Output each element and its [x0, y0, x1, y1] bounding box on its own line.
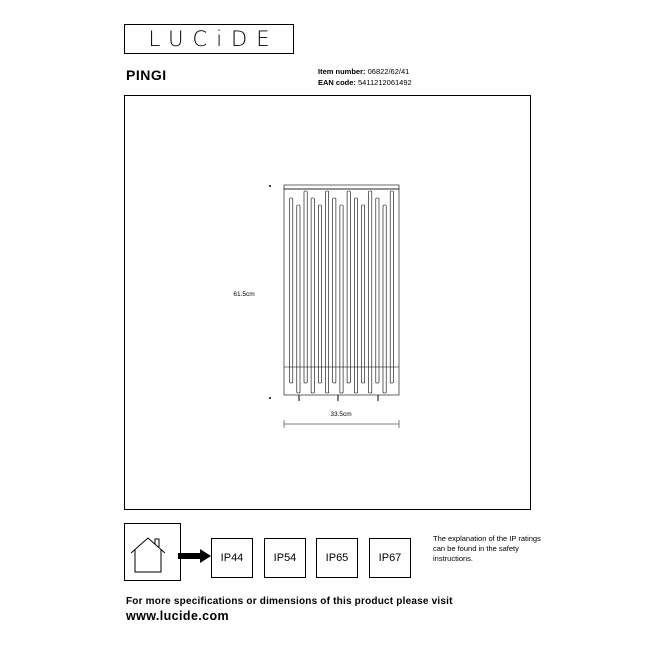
- lamp-slats: [290, 191, 394, 393]
- lamp-slat: [369, 191, 372, 393]
- technical-drawing: [125, 96, 532, 511]
- arrow-right-icon: [178, 549, 212, 563]
- lamp-top-cap: [284, 185, 399, 189]
- item-number-label: Item number:: [318, 67, 366, 76]
- lamp-slat: [326, 191, 329, 393]
- lamp-slat: [362, 205, 365, 383]
- lamp-slat: [347, 191, 350, 383]
- lamp-slat: [333, 198, 336, 383]
- lamp-slat: [383, 205, 386, 393]
- house-icon: [125, 524, 182, 582]
- lamp-shade-outline: [284, 189, 399, 395]
- lamp-slat: [290, 198, 293, 383]
- ip65-rating: IP65: [316, 538, 358, 578]
- ean-code-value: 5411212061492: [358, 78, 412, 87]
- item-number-value: 06822/62/41: [367, 67, 410, 76]
- lamp-slat: [304, 191, 307, 383]
- indoor-outdoor-box: [124, 523, 181, 581]
- footer-url[interactable]: www.lucide.com: [126, 609, 230, 623]
- height-label: 61.5cm: [233, 291, 255, 298]
- item-number-line: [318, 67, 409, 77]
- ip67-rating: IP67: [369, 538, 411, 578]
- lamp-slat: [376, 198, 379, 383]
- brand-logo: LUCiDE: [124, 24, 294, 54]
- width-label: 33.5cm: [330, 411, 352, 418]
- ip44-rating: IP44: [211, 538, 253, 578]
- ip54-rating: IP54: [264, 538, 306, 578]
- lamp-slat: [311, 198, 314, 393]
- ean-code-label: EAN code:: [318, 78, 356, 87]
- height-dimension-bottom-marker: [269, 397, 271, 399]
- lamp-slat: [354, 198, 357, 393]
- lamp-slat: [318, 205, 321, 383]
- technical-drawing-frame: [124, 95, 531, 510]
- lamp-slat: [340, 205, 343, 393]
- height-dimension-top-marker: [269, 185, 271, 187]
- product-name: PINGI: [126, 67, 167, 83]
- lamp-slat: [297, 205, 300, 393]
- ip-ratings-note: The explanation of the IP ratings can be found in the safety instructions.: [433, 534, 541, 563]
- ean-code-line: [318, 78, 412, 88]
- footer-text: For more specifications or dimensions of this product please visit: [126, 596, 453, 607]
- lamp-slat: [390, 191, 393, 383]
